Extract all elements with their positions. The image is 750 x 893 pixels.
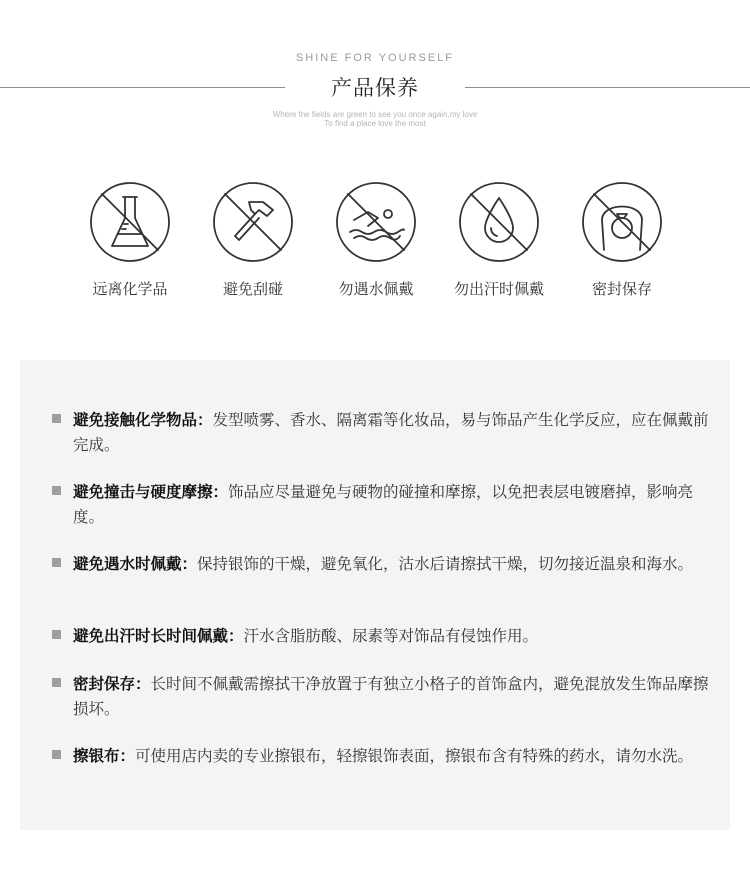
english-subtitle: SHINE FOR YOURSELF [295, 52, 455, 64]
tagline-line-2: To find a place love the most [324, 119, 426, 128]
square-bullet-icon [52, 486, 61, 495]
rule-title: 避免出汗时长时间佩戴： [73, 627, 244, 645]
rule-item [52, 480, 712, 530]
rule-title: 密封保存： [73, 675, 151, 693]
title-row [0, 70, 750, 104]
rule-title: 擦银布： [73, 747, 136, 765]
rule-item [52, 552, 712, 577]
icon-label: 密封保存 [591, 280, 652, 298]
rule-text: 汗水含脂肪酸、尿素等对饰品有侵蚀作用。 [243, 627, 539, 645]
rule-text: 保持银饰的干燥，避免氧化，沽水后请擦拭干燥，切勿接近温泉和海水。 [197, 555, 694, 573]
icon-label: 勿出汗时佩戴 [453, 280, 544, 298]
square-bullet-icon [52, 750, 61, 759]
rule-item [52, 672, 712, 722]
swimmer-icon [334, 180, 418, 264]
rule-title: 避免撞击与硬度摩擦： [73, 483, 229, 501]
rule-title: 避免遇水时佩戴： [73, 555, 198, 573]
rule-text: 可使用店内卖的专业擦银布，轻擦银饰表面，擦银布含有特殊的药水，请勿水洗。 [135, 747, 694, 765]
care-icon-water [314, 180, 438, 299]
care-icons-row [0, 180, 750, 310]
ring-box-icon [580, 180, 664, 264]
care-icon-sweat [437, 180, 561, 299]
rule-title: 避免接触化学物品： [73, 411, 213, 429]
chemical-flask-icon [88, 180, 172, 264]
rule-item [52, 408, 712, 458]
square-bullet-icon [52, 678, 61, 687]
icon-label: 远离化学品 [92, 280, 168, 298]
page-header [0, 0, 750, 140]
icon-label: 勿遇水佩戴 [338, 280, 414, 298]
rule-item [52, 624, 712, 649]
rule-item [52, 744, 712, 769]
square-bullet-icon [52, 558, 61, 567]
rule-text: 饰品应尽量避免与硬物的碰撞和摩擦，以免把表层电镀磨掉，影响亮度。 [73, 483, 694, 526]
title-divider-right [465, 87, 750, 88]
tagline-line-1: Where the fields are green to see you once again,my love [272, 110, 478, 119]
page-title: 产品保养 [331, 76, 419, 100]
rule-text: 长时间不佩戴需擦拭干净放置于有独立小格子的首饰盒内，避免混放发生饰品摩擦损坏。 [73, 675, 709, 718]
square-bullet-icon [52, 414, 61, 423]
square-bullet-icon [52, 630, 61, 639]
hammer-icon [211, 180, 295, 264]
sweat-drop-icon [457, 180, 541, 264]
care-icon-sealed [560, 180, 684, 299]
care-icon-chemicals [68, 180, 192, 299]
icon-label: 避免刮碰 [222, 280, 283, 298]
rule-text: 发型喷雾、香水、隔离霜等化妆品，易与饰品产生化学反应，应在佩戴前完成。 [73, 411, 709, 454]
care-icon-scratch [191, 180, 315, 299]
